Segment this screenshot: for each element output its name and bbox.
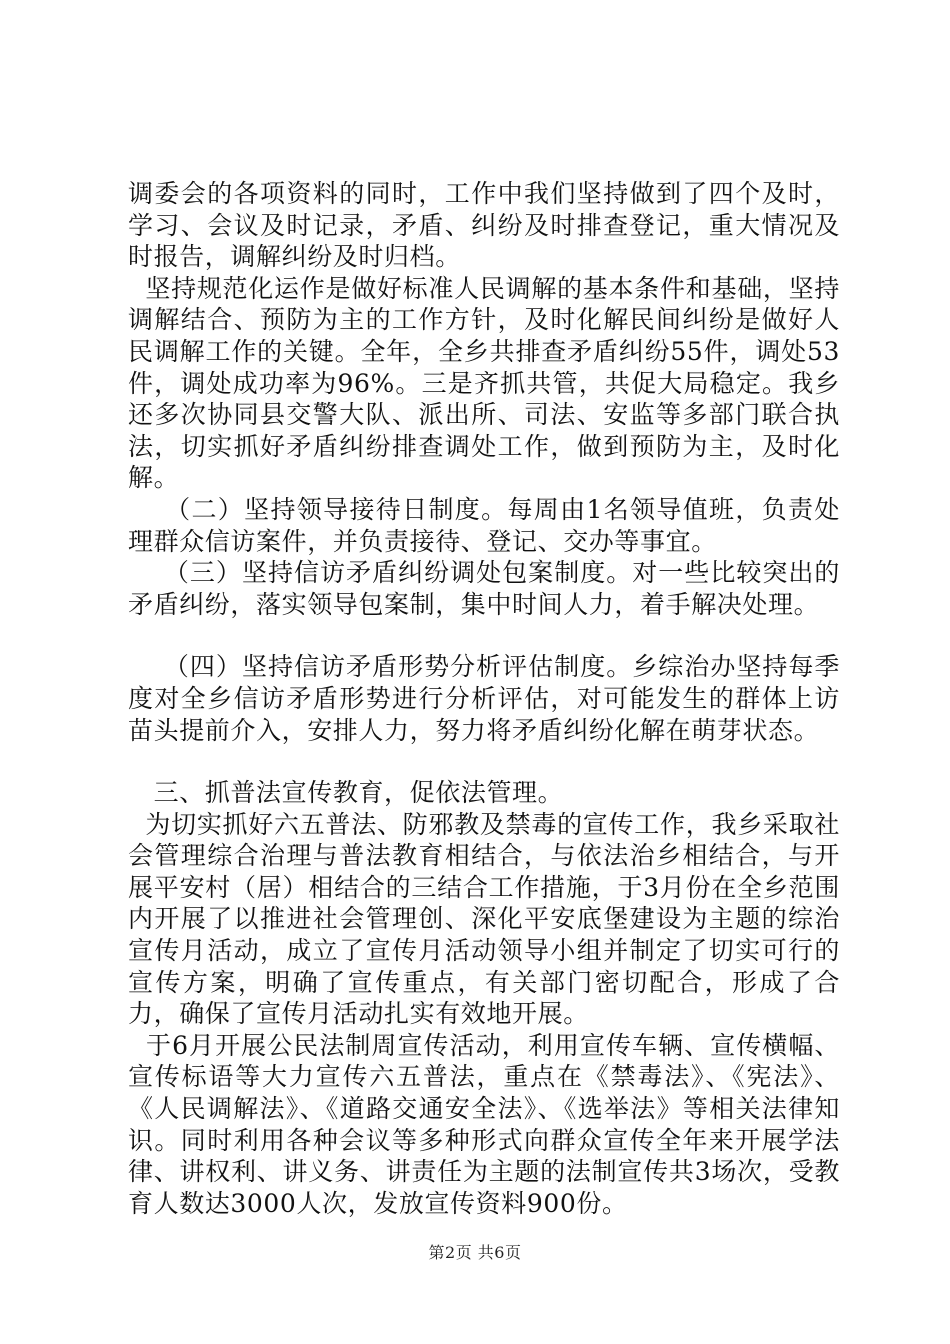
paragraph-publicity-month: 为切实抓好六五普法、防邪教及禁毒的宣传工作，我乡采取社会管理综合治理与普法教育相结合，与依法治乡相结合，与开展平安村（居）相结合的三结合工作措施，于3月份在全乡范围内开展了以推进社会管理创、深化平安底堡建设为主题的综治宣传月活动，成立了宣传月活动领导小组并制定了切实可行的宣传方案，明确了宣传重点，有关部门密切配合，形成了合力，确保了宣传月活动扎实有效地开展。 [128, 809, 841, 1029]
document-body [128, 178, 840, 1219]
paragraph-legal-week: 于6月开展公民法制周宣传活动，利用宣传车辆、宣传横幅、宣传标语等大力宣传六五普法，重点在《禁毒法》、《宪法》、《人民调解法》、《道路交通安全法》、《选举法》等相关法律知识。同时利用各种会议等多种形式向群众宣传全年来开展学法律、讲权利、讲义务、讲责任为主题的法制宣传共3场次，受教育人数达3000人次，发放宣传资料900份。 [128, 1030, 841, 1218]
page-number-footer: 第2页 共6页 [428, 1243, 522, 1262]
paragraph-situation-analysis: （四）坚持信访矛盾形势分析评估制度。乡综治办坚持每季度对全乡信访矛盾形势进行分析评估，对可能发生的群体上访苗头提前介入，安排人力，努力将矛盾纠纷化解在萌芽状态。 [128, 652, 840, 745]
paragraph-case-responsibility: （三）坚持信访矛盾纠纷调处包案制度。对一些比较突出的矛盾纠纷，落实领导包案制，集中时间人力，着手解决处理。 [128, 558, 840, 619]
paragraph-standardized-operation: 坚持规范化运作是做好标准人民调解的基本条件和基础，坚持调解结合、预防为主的工作方针，及时化解民间纠纷是做好人民调解工作的关键。全年，全乡共排查矛盾纠纷55件，调处53件，调处成功率为96%。三是齐抓共管，共促大局稳定。我乡还多次协同县交警大队、派出所、司法、安监等多部门联合执法，切实抓好矛盾纠纷排查调处工作，做到预防为主，及时化解。 [128, 273, 841, 493]
section-heading-legal-education: 三、抓普法宣传教育，促依法管理。 [128, 778, 564, 808]
paragraph-spacer [128, 746, 840, 777]
paragraph-spacer [128, 620, 840, 651]
paragraph-mediation-records: 调委会的各项资料的同时，工作中我们坚持做到了四个及时，学习、会议及时记录，矛盾、纠纷及时排查登记，重大情况及时报告，调解纠纷及时归档。 [128, 179, 840, 272]
paragraph-leader-reception-day: （二）坚持领导接待日制度。每周由1名领导值班，负责处理群众信访案件，并负责接待、登记、交办等事宜。 [128, 494, 840, 556]
